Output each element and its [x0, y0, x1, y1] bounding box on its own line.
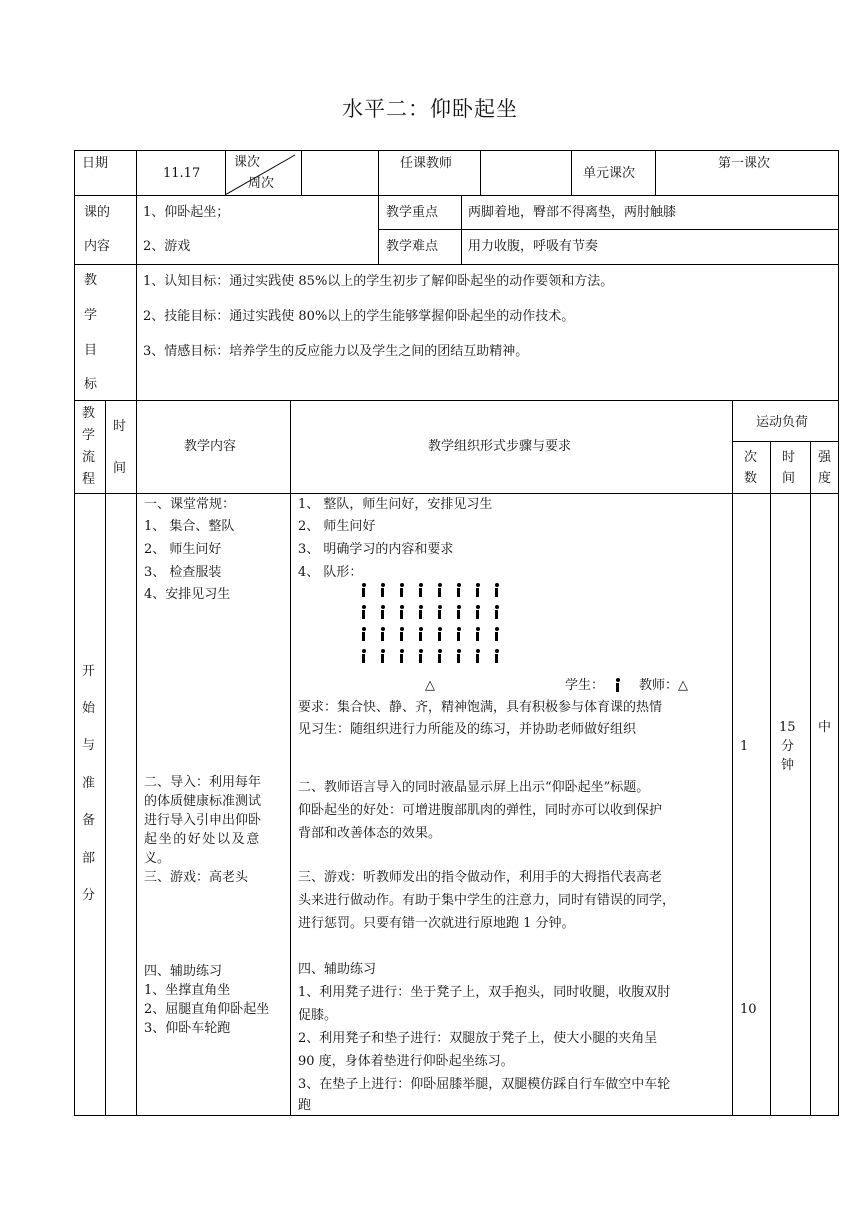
student-figure	[417, 649, 425, 665]
student-figure	[474, 605, 482, 621]
time-label-2: 间	[113, 461, 127, 476]
section-name: 部	[82, 851, 96, 866]
page-title: 水平二：仰卧起坐	[342, 97, 518, 121]
game-org-line: 进行惩罚。只要有错一次就进行原地跑 1 分钟。	[298, 916, 575, 931]
intro-org-line: 仰卧起坐的好处：可增进腹部肌肉的弹性，同时亦可以收到保护	[298, 803, 663, 818]
student-figure	[455, 649, 463, 665]
routine-line: 2、 师生问好	[144, 542, 222, 557]
section-name: 与	[82, 738, 96, 753]
student-figure	[379, 627, 387, 643]
aux-org-line: 促膝。	[298, 1008, 338, 1023]
intro-line: 义。	[144, 851, 171, 866]
student-figure	[417, 583, 425, 599]
load-duration: 钟	[781, 758, 795, 773]
lesson-label: 课次	[234, 155, 261, 170]
intro-org-line: 二、教师语言导入的同时液晶显示屏上出示“仰卧起坐”标题。	[298, 780, 650, 795]
game-org-line: 头来进行做动作。有助于集中学生的注意力，同时有错误的同学，	[298, 893, 676, 908]
student-figure	[360, 649, 368, 665]
teacher-label: 任课教师	[400, 156, 453, 171]
step-line: 4、 队形：	[298, 565, 363, 580]
student-figure	[493, 627, 501, 643]
week-label: 周次	[248, 176, 275, 191]
student-figure	[455, 583, 463, 599]
student-figure	[379, 649, 387, 665]
requirement-line: 见习生：随组织进行力所能及的练习，并协助老师做好组织	[298, 722, 637, 737]
requirement-line: 要求：集合快、静、齐，精神饱满，具有积极参与体育课的热情	[298, 700, 663, 715]
process-label-3: 流	[82, 450, 96, 465]
difficulty-label: 教学难点	[386, 239, 439, 254]
student-figure	[360, 605, 368, 621]
intro-org-line: 背部和改善体态的效果。	[298, 826, 442, 841]
student-figure	[436, 649, 444, 665]
teacher-marker: △	[425, 678, 435, 693]
aux-line: 1、坐撑直角坐	[144, 983, 231, 998]
load-header: 运动负荷	[756, 415, 809, 430]
student-figure	[417, 605, 425, 621]
duration-header-2: 间	[782, 471, 796, 486]
unit-label: 单元课次	[583, 166, 636, 181]
student-figure	[493, 605, 501, 621]
student-icon	[614, 678, 622, 694]
student-figure	[379, 583, 387, 599]
date-value: 11.17	[163, 166, 201, 181]
goal-item: 1、认知目标：通过实践使 85%以上的学生初步了解仰卧起坐的动作要领和方法。	[143, 274, 614, 289]
intro-line: 二、导入：利用每年	[144, 775, 262, 790]
section-name: 始	[82, 701, 96, 716]
intensity-header-1: 强	[818, 450, 832, 465]
load-intensity: 中	[818, 720, 832, 735]
section-name: 分	[82, 888, 96, 903]
step-line: 2、 师生问好	[298, 519, 376, 534]
count-header-2: 数	[744, 471, 758, 486]
key-point-label: 教学重点	[386, 205, 439, 220]
goals-label-2: 学	[84, 308, 98, 323]
routine-line: 3、 检查服装	[144, 565, 222, 580]
student-figure	[474, 649, 482, 665]
aux-line: 3、仰卧车轮跑	[144, 1021, 231, 1036]
count-header-1: 次	[744, 450, 758, 465]
student-figure	[436, 627, 444, 643]
process-label-4: 程	[82, 472, 96, 487]
aux-org-line: 跑	[298, 1098, 312, 1113]
student-figure	[398, 583, 406, 599]
section-name: 备	[82, 813, 96, 828]
student-figure	[360, 583, 368, 599]
student-figure	[398, 649, 406, 665]
content-label-2: 内容	[84, 239, 111, 254]
load-duration: 15	[779, 720, 796, 735]
intro-line: 起坐的好处以及意	[144, 832, 261, 847]
duration-header-1: 时	[782, 450, 796, 465]
unit-value: 第一课次	[718, 156, 771, 171]
student-figure	[379, 605, 387, 621]
key-point-value: 两脚着地，臀部不得离垫，两肘触膝	[468, 205, 677, 220]
step-line: 3、 明确学习的内容和要求	[298, 542, 454, 557]
student-figure	[455, 627, 463, 643]
load-duration: 分	[781, 739, 795, 754]
content-label-1: 课的	[84, 205, 111, 220]
goals-label-1: 教	[84, 273, 98, 288]
student-figure	[398, 605, 406, 621]
section-name: 准	[82, 776, 96, 791]
aux-org-line: 90 度，身体着垫进行仰卧起坐练习。	[298, 1054, 514, 1069]
process-label-2: 学	[82, 428, 96, 443]
routine-line: 一、课堂常规：	[144, 497, 236, 512]
student-figure	[360, 627, 368, 643]
student-figure	[455, 605, 463, 621]
aux-org-line: 1、利用凳子进行：坐于凳子上，双手抱头，同时收腿，收腹双肘	[298, 985, 671, 1000]
student-figure	[417, 627, 425, 643]
organization-header: 教学组织形式步骤与要求	[428, 439, 572, 454]
aux-org-line: 3、在垫子上进行：仰卧屈膝举腿，双腿模仿踩自行车做空中车轮	[298, 1077, 671, 1092]
aux-line: 四、辅助练习	[144, 964, 223, 979]
student-figure	[436, 583, 444, 599]
time-label-1: 时	[113, 419, 127, 434]
goal-item: 2、技能目标：通过实践使 80%以上的学生能够掌握仰卧起坐的动作技术。	[143, 309, 575, 324]
content-item-2: 2、游戏	[143, 239, 191, 254]
intro-line: 进行导入引申出仰卧	[144, 813, 262, 828]
student-figure	[493, 649, 501, 665]
intro-line: 的体质健康标准测试	[144, 794, 262, 809]
routine-line: 4、安排见习生	[144, 587, 231, 602]
routine-line: 1、 集合、整队	[144, 519, 235, 534]
goals-label-3: 目	[84, 343, 98, 358]
game-line: 三、游戏：高老头	[144, 870, 249, 885]
student-figure	[474, 627, 482, 643]
student-figure	[474, 583, 482, 599]
student-figure	[493, 583, 501, 599]
formation-diagram	[360, 583, 510, 673]
date-label: 日期	[82, 156, 109, 171]
aux-line: 2、屈腿直角仰卧起坐	[144, 1002, 270, 1017]
step-line: 1、 整队，师生问好，安排见习生	[298, 497, 493, 512]
load-count: 1	[740, 739, 749, 754]
goals-label-4: 标	[84, 377, 98, 392]
student-figure	[398, 627, 406, 643]
game-org-line: 三、游戏：听教师发出的指令做动作，利用手的大拇指代表高老	[298, 870, 663, 885]
difficulty-value: 用力收腹，呼吸有节奏	[468, 239, 599, 254]
section-name: 开	[82, 664, 96, 679]
content-item-1: 1、仰卧起坐；	[143, 205, 230, 220]
process-label-1: 教	[82, 406, 96, 421]
aux-org-line: 四、辅助练习	[298, 962, 377, 977]
load-count: 10	[740, 1002, 757, 1017]
legend-teacher: 教师：△	[639, 678, 688, 693]
legend-student: 学生：	[565, 678, 605, 693]
student-figure	[436, 605, 444, 621]
goal-item: 3、情感目标：培养学生的反应能力以及学生之间的团结互助精神。	[143, 344, 529, 359]
content-header: 教学内容	[184, 439, 237, 454]
intensity-header-2: 度	[818, 471, 832, 486]
aux-org-line: 2、利用凳子和垫子进行：双腿放于凳子上，使大小腿的夹角呈	[298, 1031, 658, 1046]
